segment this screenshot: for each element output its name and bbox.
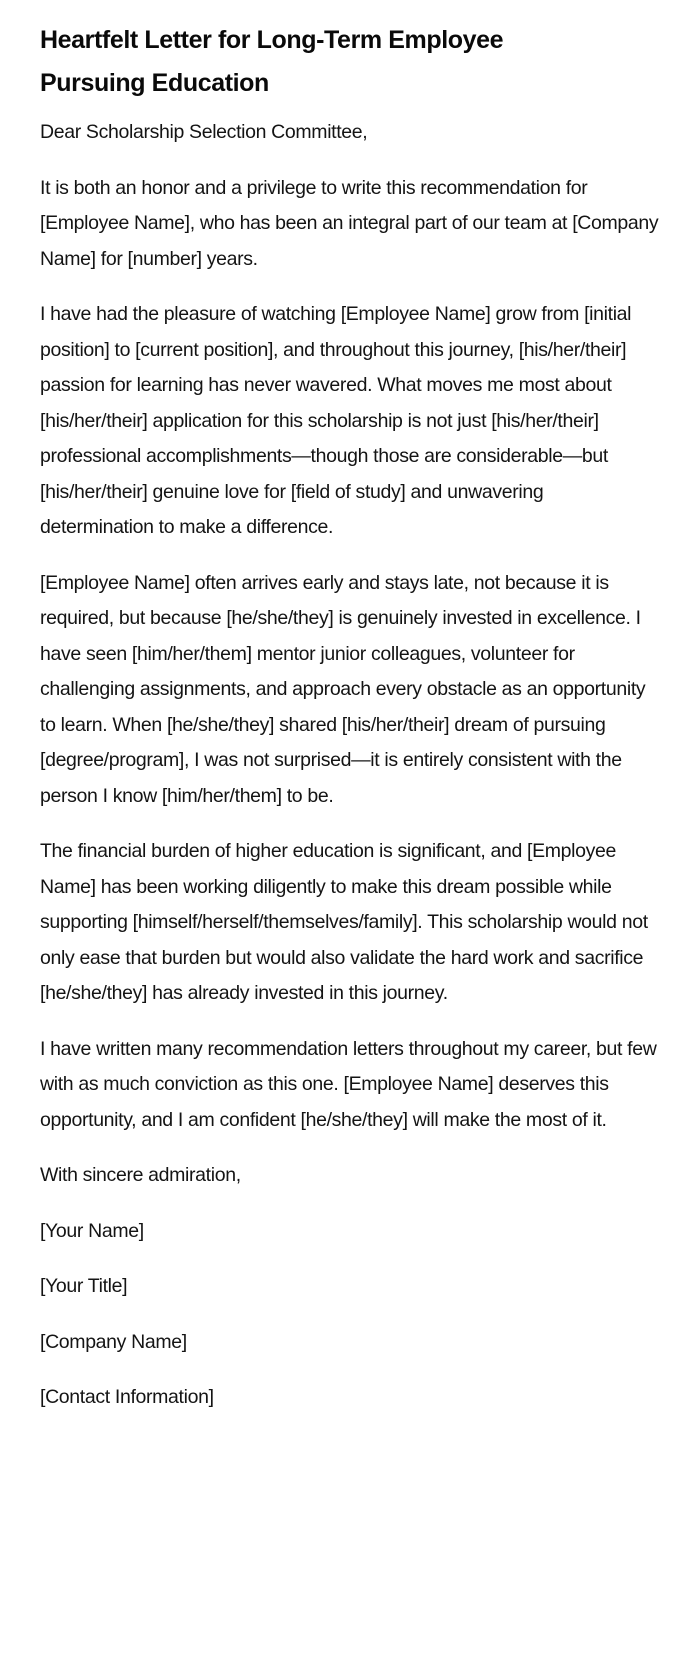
paragraph-financial-need: The financial burden of higher education is significant, and [Employee Name] has been working diligently to make this dream possible while supporting [himself/herself/themselves/family]. This scholarship would not only ease that burden but would also validate the hard work and sacrifice [he/she/they] has already invested in this journey. [40, 840, 648, 1004]
signature-company: [Company Name] [40, 1330, 187, 1353]
signature-contact: [Contact Information] [40, 1386, 214, 1408]
document-title: Heartfelt Letter for Long-Term Employee Pursuing Education [40, 26, 504, 97]
signature-name: [Your Name] [40, 1219, 144, 1242]
salutation: Dear Scholarship Selection Committee, [40, 121, 368, 143]
paragraph-introduction: It is both an honor and a privilege to write this recommendation for [Employee Name], who has been an integral part of our team at [Company Name] for [number] years. [40, 176, 659, 270]
paragraph-growth: I have had the pleasure of watching [Employee Name] grow from [initial position] to [current position], and throughout this journey, [his/her/their] passion for learning has never wavered. What moves me most about [his/her/their] application for this scholarship is not just [his/her/their] professional accomplishments—though those are considerable—but [his/her/their] genuine love for [field of study] and unwavering determination to make a difference. [40, 303, 632, 538]
paragraph-conclusion: I have written many recommendation letters throughout my career, but few with as much conviction as this one. [Employee Name] deserves this opportunity, and I am confident [he/she/they] will make the most of it. [40, 1037, 657, 1131]
signature-title: [Your Title] [40, 1275, 128, 1297]
signature-block [40, 1214, 660, 1416]
paragraph-work-ethic: [Employee Name] often arrives early and stays late, not because it is required, but because [he/she/they] is genuinely invested in excellence. I have seen [him/her/them] mentor junior colleagues, volunteer for challenging assignments, and approach every obstacle as an opportunity to learn. When [he/she/they] shared [his/her/their] dream of pursuing [degree/program], I was not surprised—it is entirely consistent with the person I know [him/her/them] to be. [40, 571, 646, 807]
closing: With sincere admiration, [40, 1164, 241, 1186]
